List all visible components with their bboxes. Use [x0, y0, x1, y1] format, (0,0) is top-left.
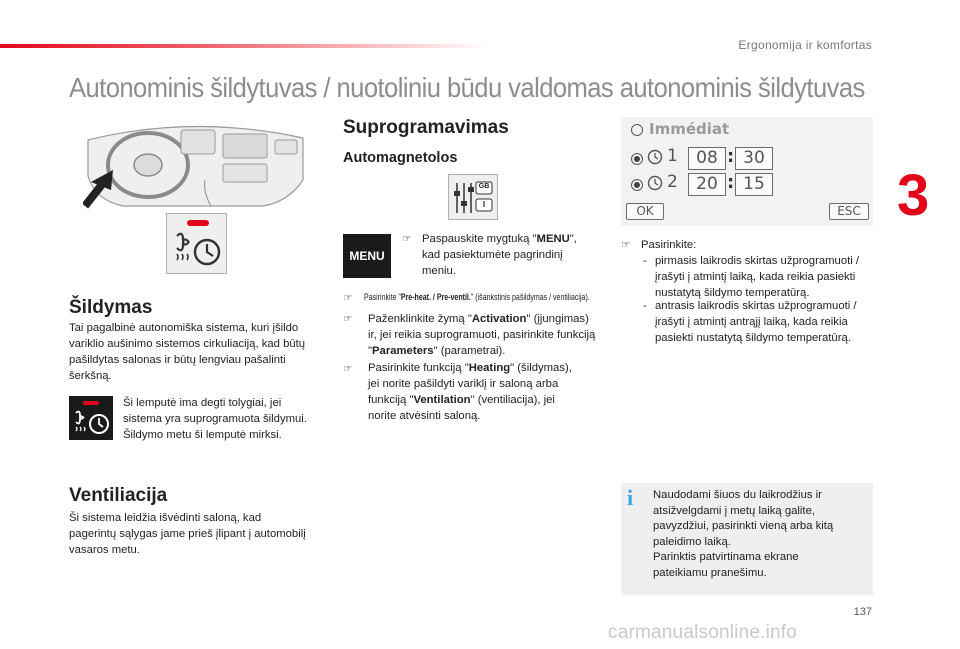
ventilation-description [69, 510, 339, 558]
gb-key-label: GB [478, 183, 490, 190]
header-accent-bar [0, 44, 490, 48]
heating-title: Šildymas [69, 297, 153, 318]
heater-indicator-panel [166, 213, 227, 274]
clock-icon [647, 149, 663, 165]
heating-line: Tai pagalbinė autonomiška sistema, kuri įšildo [69, 322, 299, 334]
clock-icon [647, 175, 663, 191]
timer2-minute-box [735, 173, 773, 196]
lamp-line: Ši lemputė ima degti tolygiai, jei [123, 397, 282, 409]
bullet-arrow-icon: ☞ [621, 239, 631, 251]
ventilation-title: Ventiliacija [69, 485, 168, 506]
select-label: Pasirinkite: [641, 239, 697, 251]
heating-line: pašildytas salonas ir būtų lengviau pašalinti [69, 354, 286, 366]
immediate-radio [631, 124, 643, 136]
ventilation-line: Ši sistema leidžia išvėdinti saloną, kad [69, 512, 262, 524]
page-title: Autonominis šildytuvas / nuotoliniu būdu valdomas autonominis šildytuvas [69, 72, 865, 103]
lamp-line: Šildymo metu ši lemputė mirksi. [123, 429, 282, 441]
dashboard-illustration [83, 120, 308, 210]
timer1-hour-box [688, 147, 726, 170]
heating-line: šerkšną. [69, 370, 112, 382]
timer2-radio [631, 179, 643, 191]
step-3: Paženklinkite žymą "Activation" (įjungimas) ir, jei reikia suprogramuoti, pasirinkite funkciją "Parameters" (parametrai). [368, 313, 596, 357]
step-2: Pasirinkite "Pre-heat. / Pre-ventil." (išankstinis pašildymas / ventiliacija). [364, 292, 590, 303]
ventilation-line: pagerintų sąlygas jame prieš įlipant į automobilį [69, 528, 306, 540]
bullet-arrow-icon: ☞ [402, 233, 412, 245]
info-icon: i [627, 485, 634, 510]
info-key-label: I [482, 200, 486, 209]
option-1: pirmasis laikrodis skirtas užprogramuoti / įrašyti į atmintį laiką, kada reikia pasiekti nustatytą šildymo temperatūrą. [655, 255, 860, 299]
immediate-label: Immédiat [649, 120, 730, 138]
step-1: Paspauskite mygtuką "MENU", kad pasiektumėte pagrindinį meniu. [422, 233, 577, 277]
watermark: carmanualsonline.info [608, 622, 798, 643]
heater-timer-icon [167, 214, 226, 273]
dash-icon: - [643, 255, 647, 267]
lamp-icon-panel [69, 396, 113, 440]
lamp-description [123, 395, 333, 443]
timer2-colon: : [727, 172, 735, 193]
timer2-hour-box [688, 173, 726, 196]
heater-lamp-icon [69, 396, 113, 440]
menu-key: MENU [343, 234, 391, 278]
dash-icon: - [643, 300, 647, 312]
timer1-index: 1 [667, 146, 678, 166]
timer1-hour: 08 [696, 148, 718, 168]
bullet-arrow-icon: ☞ [343, 363, 353, 375]
timer-screen [621, 117, 873, 226]
audio-system-title: Automagnetolos [343, 150, 458, 166]
heating-line: variklio aušinimo sistemos cirkuliaciją, kad būtų [69, 338, 306, 350]
heating-description [69, 320, 319, 384]
chapter-number: 3 [897, 163, 930, 228]
timer1-minute: 30 [743, 148, 765, 168]
lamp-line: sistema yra suprogramuota šildymui. [123, 413, 307, 425]
step-4: Pasirinkite funkciją "Heating" (šildymas), jei norite pašildyti variklį ir saloną arba funkciją "Ventilation" (ventiliacija), jei norite atvėsinti saloną. [368, 362, 572, 422]
section-header: Ergonomija ir komfortas [738, 38, 872, 52]
timer1-minute-box [735, 147, 773, 170]
ok-button-label: OK [636, 204, 654, 218]
ventilation-line: vasaros metu. [69, 544, 140, 556]
option-2: antrasis laikrodis skirtas užprogramuoti / įrašyti į atmintį antrąjį laiką, kada reikia pasiekti nustatytą šildymo temperatūrą. [655, 300, 857, 344]
bullet-arrow-icon: ☞ [343, 292, 353, 304]
ok-button[interactable] [626, 203, 664, 220]
info-text: Naudodami šiuos du laikrodžius ir atsižvelgdami į metų laiką galite, pavyzdžiui, pasirinkti vieną arba kitą paleidimo laiką. Parinktis patvirtinama ekrane pateikiamu pranešimu. [653, 489, 834, 579]
settings-sliders-icon [449, 175, 497, 219]
bullet-arrow-icon: ☞ [343, 313, 353, 325]
programming-title: Suprogramavimas [343, 117, 509, 138]
timer1-radio [631, 153, 643, 165]
settings-key-panel [448, 174, 498, 220]
timer2-minute: 15 [743, 174, 765, 194]
timer2-index: 2 [667, 172, 678, 192]
page-number: 137 [853, 606, 872, 618]
esc-button-label: ESC [837, 204, 861, 218]
esc-button[interactable] [829, 203, 869, 220]
timer2-hour: 20 [696, 174, 718, 194]
timer1-colon: : [727, 146, 735, 167]
